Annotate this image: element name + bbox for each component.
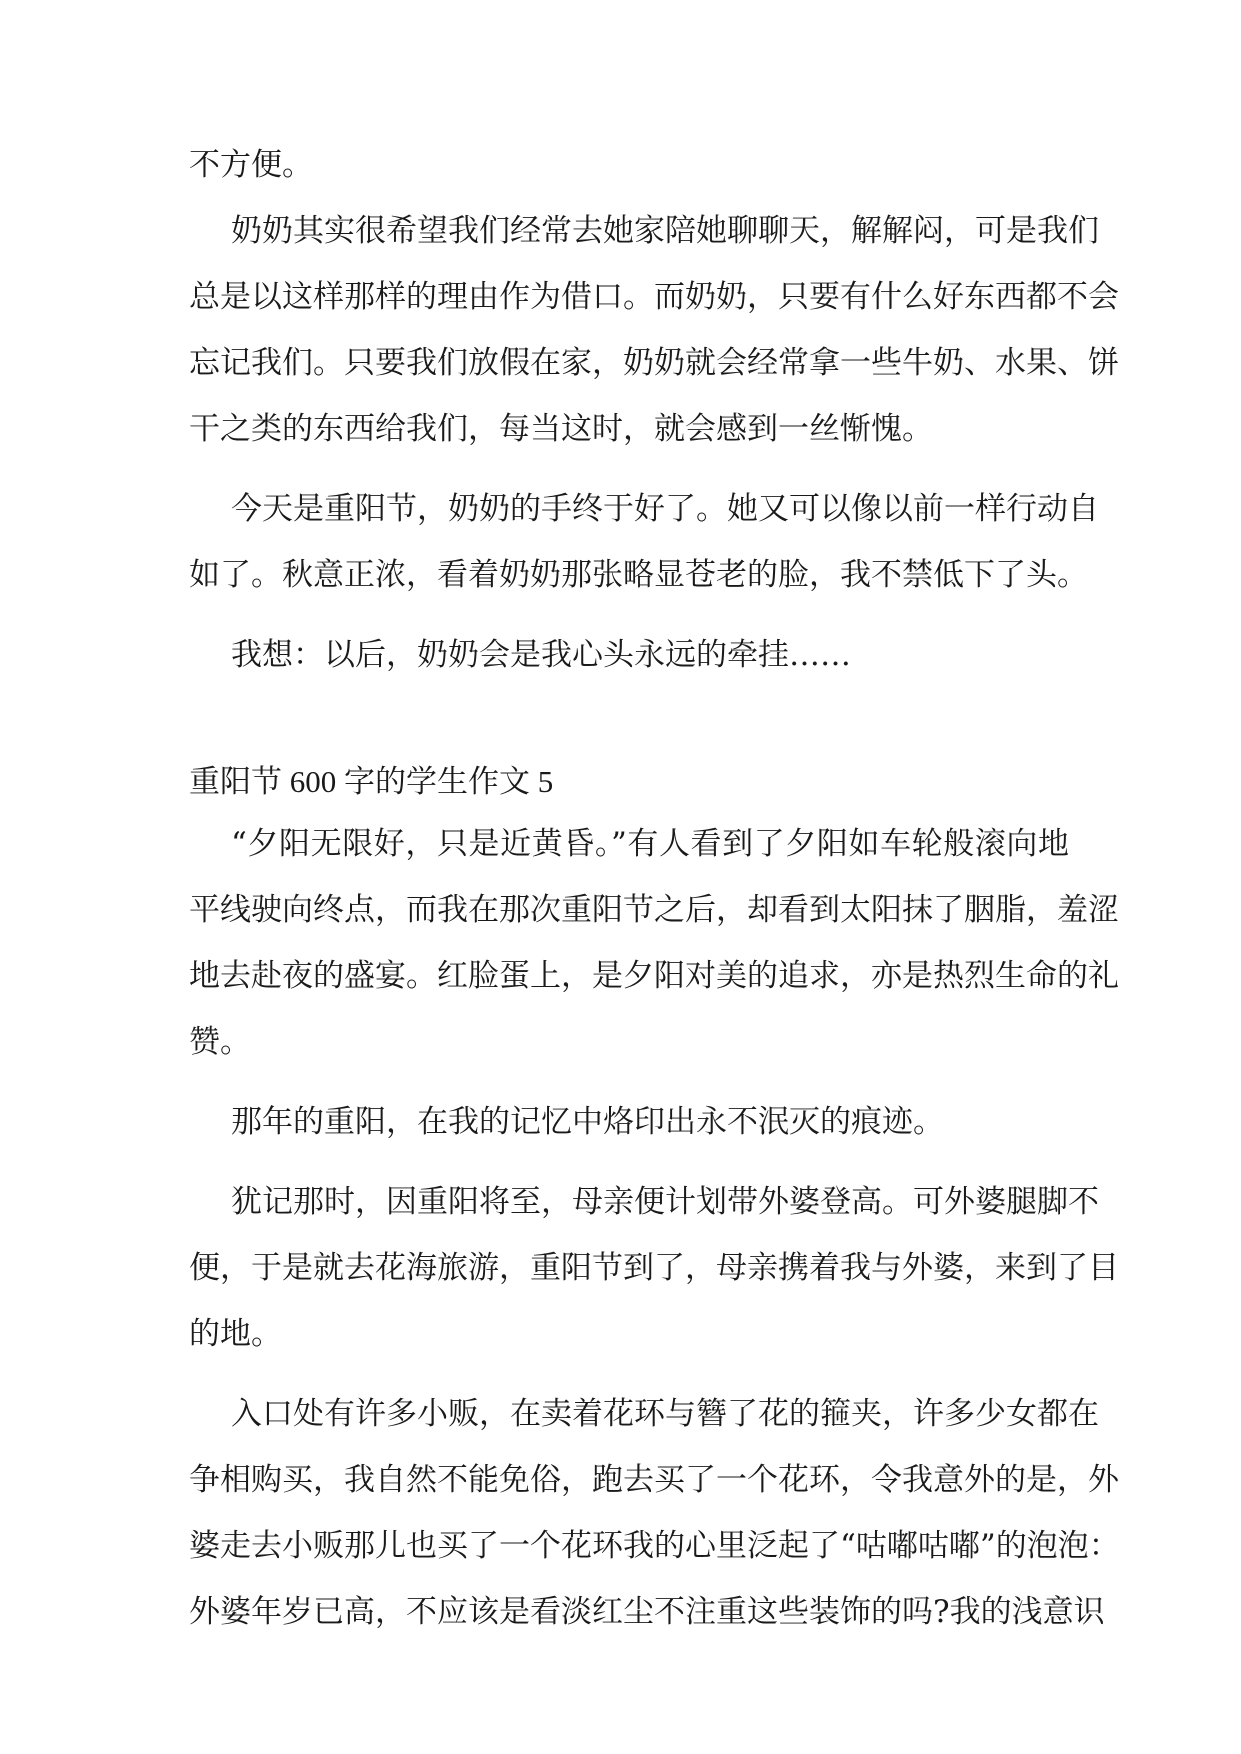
paragraph-line: 犹记那时，因重阳将至，母亲便计划带外婆登高。可外婆腿脚不 (231, 1184, 1099, 1220)
paragraph-line: 那年的重阳，在我的记忆中烙印出永不泯灭的痕迹。 (231, 1104, 944, 1140)
paragraph-line: 今天是重阳节，奶奶的手终于好了。她又可以像以前一样行动自 (231, 491, 1099, 527)
paragraph-line: 干之类的东西给我们，每当这时，就会感到一丝惭愧。 (189, 411, 933, 447)
paragraph-line: 的地。 (189, 1316, 282, 1352)
paragraph-line: 总是以这样那样的理由作为借口。而奶奶，只要有什么好东西都不会 (189, 279, 1119, 315)
paragraph-line: 赞。 (189, 1024, 251, 1060)
paragraph-line: “夕阳无限好，只是近黄昏。”有人看到了夕阳如车轮般滚向地 (231, 826, 1069, 862)
section-title: 重阳节 600 字的学生作文 5 (189, 764, 554, 799)
paragraph-line: 如了。秋意正浓，看着奶奶那张略显苍老的脸，我不禁低下了头。 (189, 557, 1088, 593)
paragraph-line: 婆走去小贩那儿也买了一个花环我的心里泛起了“咕嘟咕嘟”的泡泡： (189, 1528, 1120, 1564)
paragraph-line: 地去赴夜的盛宴。红脸蛋上，是夕阳对美的追求，亦是热烈生命的礼 (189, 958, 1119, 994)
paragraph-line: 平线驶向终点，而我在那次重阳节之后，却看到太阳抹了胭脂，羞涩 (189, 892, 1119, 928)
paragraph-line: 争相购买，我自然不能免俗，跑去买了一个花环，令我意外的是，外 (189, 1462, 1119, 1498)
paragraph-line: 入口处有许多小贩，在卖着花环与簪了花的箍夹，许多少女都在 (231, 1396, 1099, 1432)
paragraph-line: 忘记我们。只要我们放假在家，奶奶就会经常拿一些牛奶、水果、饼 (189, 345, 1119, 381)
paragraph-line: 我想：以后，奶奶会是我心头永远的牵挂…… (231, 637, 851, 673)
paragraph-line: 便，于是就去花海旅游，重阳节到了，母亲携着我与外婆，来到了目 (189, 1250, 1119, 1286)
text-line: 不方便。 (189, 147, 313, 183)
paragraph-line: 外婆年岁已高，不应该是看淡红尘不注重这些装饰的吗?我的浅意识 (189, 1594, 1105, 1630)
paragraph-line: 奶奶其实很希望我们经常去她家陪她聊聊天，解解闷，可是我们 (231, 213, 1099, 249)
